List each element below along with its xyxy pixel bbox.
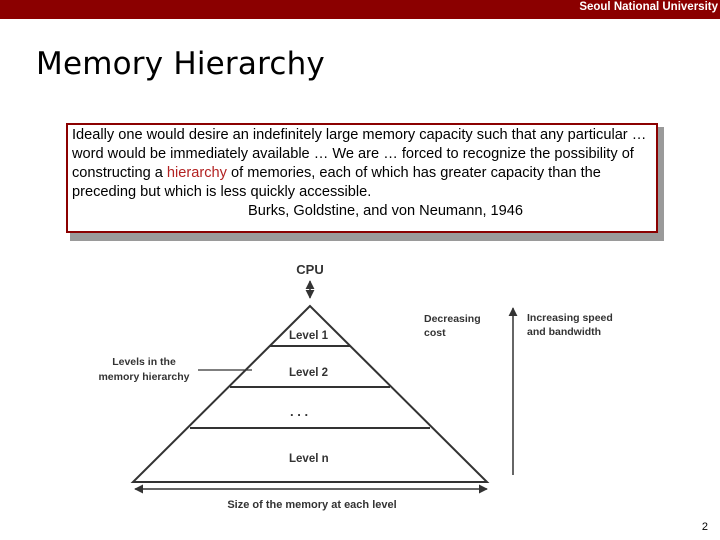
cost-label-line2: cost <box>424 327 446 339</box>
levels-label-line1: Levels in the <box>112 356 176 368</box>
levels-label-line2: memory hierarchy <box>98 371 190 383</box>
level-2-label: Level 2 <box>289 367 328 379</box>
quote-text-before: Ideally one would desire an indefinitely large memory capacity such that any particular … word would be immediately available … We are … forced to recognize the possibility of constructing a <box>72 127 647 181</box>
cost-label-line1: Decreasing <box>424 313 481 325</box>
size-label: Size of the memory at each level <box>227 499 397 511</box>
slide-title: Memory Hierarchy <box>36 46 325 82</box>
quote-citation: Burks, Goldstine, and von Neumann, 1946 <box>248 203 524 219</box>
quote-text-after: of memories, each of which has greater capacity than the preceding but which is less quickly accessible. <box>72 165 601 200</box>
institution-name: Seoul National University <box>579 1 718 13</box>
cpu-label: CPU <box>296 262 324 277</box>
speed-label-line2: and bandwidth <box>527 326 602 338</box>
level-ellipsis-label: . . . <box>290 404 309 419</box>
quote-highlight: hierarchy <box>166 165 227 181</box>
level-n-label: Level n <box>289 453 329 465</box>
level-1-label: Level 1 <box>289 330 328 342</box>
speed-label-line1: Increasing speed <box>527 312 613 324</box>
page-number: 2 <box>701 521 708 533</box>
